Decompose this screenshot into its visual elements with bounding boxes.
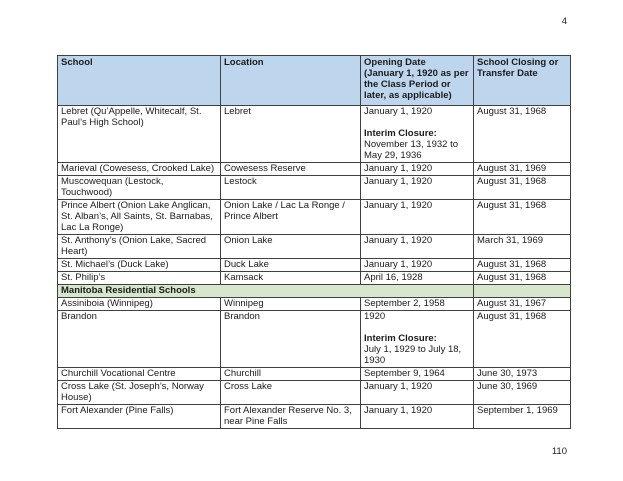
cell-opening: January 1, 1920 (361, 200, 474, 235)
cell-opening: September 2, 1958 (361, 298, 474, 311)
table-body (58, 106, 571, 429)
cell-opening: January 1, 1920 (361, 176, 474, 200)
table-row (58, 298, 571, 311)
column-header-closing-date: School Closing or Transfer Date (474, 56, 571, 106)
cell-location: Brandon (221, 311, 361, 368)
opening-date-line: 1920 (364, 311, 386, 322)
opening-date-line: January 1, 1920 (364, 106, 433, 117)
page-number-header: 4 (561, 16, 567, 27)
cell-location: Winnipeg (221, 298, 361, 311)
cell-closing: August 31, 1968 (474, 272, 571, 285)
cell-opening: January 1, 1920 (361, 405, 474, 429)
cell-closing: August 31, 1968 (474, 200, 571, 235)
cell-opening: January 1, 1920 (361, 259, 474, 272)
cell-location: Churchill (221, 368, 361, 381)
column-header-location: Location (221, 56, 361, 106)
cell-opening (361, 106, 474, 163)
cell-school: Prince Albert (Onion Lake Anglican, St. Alban’s, All Saints, St. Barnabas, Lac La Ronge) (58, 200, 221, 235)
cell-location: Cross Lake (221, 381, 361, 405)
interim-closure-label: Interim Closure: (364, 128, 437, 139)
opening-date-line (364, 117, 470, 128)
cell-location: Lebret (221, 106, 361, 163)
column-header-school: School (58, 56, 221, 106)
cell-location: Onion Lake / Lac La Ronge / Prince Albert (221, 200, 361, 235)
cell-school: St. Philip’s (58, 272, 221, 285)
cell-opening: January 1, 1920 (361, 163, 474, 176)
cell-opening (361, 311, 474, 368)
table-row (58, 368, 571, 381)
cell-closing: June 30, 1969 (474, 381, 571, 405)
column-header-opening-date-title: Opening Date (364, 57, 426, 68)
table-header-row (58, 56, 571, 106)
cell-school: Churchill Vocational Centre (58, 368, 221, 381)
cell-opening: January 1, 1920 (361, 235, 474, 259)
opening-date-line: November 13, 1932 to May 29, 1936 (364, 139, 459, 161)
cell-school: St. Michael’s (Duck Lake) (58, 259, 221, 272)
residential-schools-table (57, 55, 571, 429)
cell-school: Assiniboia (Winnipeg) (58, 298, 221, 311)
cell-school: Fort Alexander (Pine Falls) (58, 405, 221, 429)
cell-location: Onion Lake (221, 235, 361, 259)
table-row (58, 272, 571, 285)
table-row (58, 405, 571, 429)
opening-date-line: July 1, 1929 to July 18, 1930 (364, 344, 462, 366)
cell-opening: September 9, 1964 (361, 368, 474, 381)
cell-closing: August 31, 1968 (474, 259, 571, 272)
table-row (58, 106, 571, 163)
section-header-label: Manitoba Residential Schools (58, 285, 474, 298)
cell-location: Kamsack (221, 272, 361, 285)
cell-closing: March 31, 1969 (474, 235, 571, 259)
cell-location: Fort Alexander Reserve No. 3, near Pine Falls (221, 405, 361, 429)
section-header-empty-cell (474, 285, 571, 298)
column-header-opening-date (361, 56, 474, 106)
cell-closing: August 31, 1967 (474, 298, 571, 311)
cell-school: Marieval (Cowesess, Crooked Lake) (58, 163, 221, 176)
table-row (58, 200, 571, 235)
table-row (58, 176, 571, 200)
cell-school: Cross Lake (St. Joseph’s, Norway House) (58, 381, 221, 405)
cell-school: Muscowequan (Lestock, Touchwood) (58, 176, 221, 200)
cell-school: Lebret (Qu’Appelle, Whitecalf, St. Paul’s High School) (58, 106, 221, 163)
cell-location: Duck Lake (221, 259, 361, 272)
table-row (58, 259, 571, 272)
cell-closing: August 31, 1968 (474, 106, 571, 163)
cell-school: Brandon (58, 311, 221, 368)
page-number-footer: 110 (551, 446, 567, 457)
cell-opening: January 1, 1920 (361, 381, 474, 405)
table-row (58, 381, 571, 405)
table-row (58, 311, 571, 368)
cell-closing: June 30, 1973 (474, 368, 571, 381)
table-row (58, 163, 571, 176)
section-header-row (58, 285, 571, 298)
cell-school: St. Anthony’s (Onion Lake, Sacred Heart) (58, 235, 221, 259)
opening-date-line (364, 322, 470, 333)
column-header-opening-date-note: (January 1, 1920 as per the Class Period or later, as applicable) (364, 68, 469, 101)
cell-opening: April 16, 1928 (361, 272, 474, 285)
cell-location: Cowesess Reserve (221, 163, 361, 176)
cell-closing: August 31, 1968 (474, 176, 571, 200)
table-row (58, 235, 571, 259)
cell-closing: August 31, 1968 (474, 311, 571, 368)
interim-closure-label: Interim Closure: (364, 333, 437, 344)
cell-closing: August 31, 1969 (474, 163, 571, 176)
cell-location: Lestock (221, 176, 361, 200)
cell-closing: September 1, 1969 (474, 405, 571, 429)
